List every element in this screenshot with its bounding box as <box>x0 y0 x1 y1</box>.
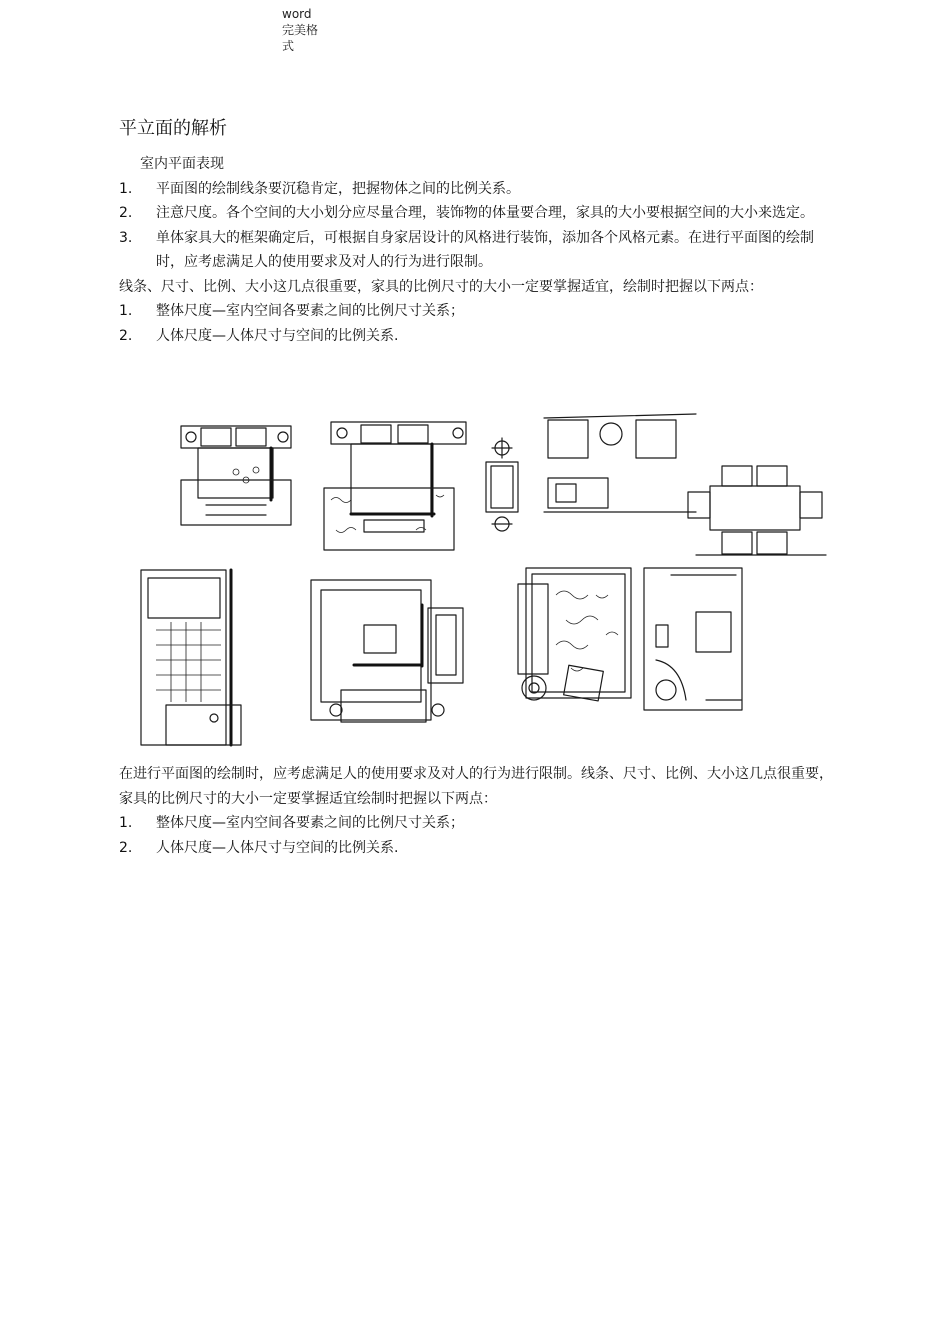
page-title: 平立面的解析 <box>119 118 227 139</box>
list-item <box>119 226 839 275</box>
list-text: 注意尺度。各个空间的大小划分应尽量合理，装饰物的体量要合理，家具的大小要根据空间的大小来选定。 <box>156 205 814 221</box>
section-summary <box>119 762 839 860</box>
list-number: 2. <box>119 327 133 344</box>
list-text: 整体尺度—室内空间各要素之间的比例尺寸关系； <box>156 815 464 831</box>
list-number: 3. <box>119 229 133 246</box>
floor-plan-sketches-icon <box>136 400 831 750</box>
sofa-column-sketch <box>486 438 518 531</box>
list-text: 人体尺度—人体尺寸与空间的比例关系. <box>156 327 399 344</box>
bathroom-plan-sketch <box>141 570 241 745</box>
header-note-line3: 式 <box>282 39 295 53</box>
header-note-line1: word <box>282 7 312 21</box>
list-number: 2. <box>119 205 133 221</box>
section-intro <box>119 152 839 348</box>
list-text: 平面图的绘制线条要沉稳肯定，把握物体之间的比例关系。 <box>156 180 520 197</box>
list-number: 1. <box>119 815 133 831</box>
body-paragraph: 线条、尺寸、比例、大小这几点很重要，家具的比例尺寸的大小一定要掌握适宜，绘制时把握以下两点： <box>119 278 763 295</box>
list-item <box>119 324 839 349</box>
list-item <box>119 811 839 836</box>
section-subhead: 室内平面表现 <box>140 156 224 172</box>
list-text: 单体家具大的框架确定后，可根据自身家居设计的风格进行装饰，添加各个风格元素。在进行平面图的绘制时，应考虑满足人的使用要求及对人的行为进行限制。 <box>156 229 814 270</box>
floor-plan-sketches-image <box>136 400 831 750</box>
living-small-plan-sketch <box>544 414 696 512</box>
header-note <box>282 6 330 54</box>
body-paragraph: 在进行平面图的绘制时，应考虑满足人的使用要求及对人的行为进行限制。线条、尺寸、比例、大小这几点很重要，家具的比例尺寸的大小一定要掌握适宜绘制时把握以下两点： <box>119 766 833 807</box>
dining-table-sketch <box>688 466 826 555</box>
list-text: 整体尺度—室内空间各要素之间的比例尺寸关系； <box>156 303 464 319</box>
bedroom-plan-sketch <box>181 426 291 525</box>
list-number: 1. <box>119 180 133 197</box>
header-note-line2: 完美格 <box>282 23 319 37</box>
list-item <box>119 836 839 861</box>
living-room-plan-sketch <box>311 580 463 722</box>
list-number: 2. <box>119 839 133 856</box>
bedroom-rug-plan-sketch <box>324 422 466 550</box>
rug-living-plan-sketch <box>518 568 631 701</box>
narrow-room-plan-sketch <box>644 568 742 710</box>
list-number: 1. <box>119 303 133 319</box>
list-item <box>119 299 839 324</box>
list-text: 人体尺度—人体尺寸与空间的比例关系. <box>156 839 399 856</box>
list-item <box>119 177 839 202</box>
list-item <box>119 201 839 226</box>
